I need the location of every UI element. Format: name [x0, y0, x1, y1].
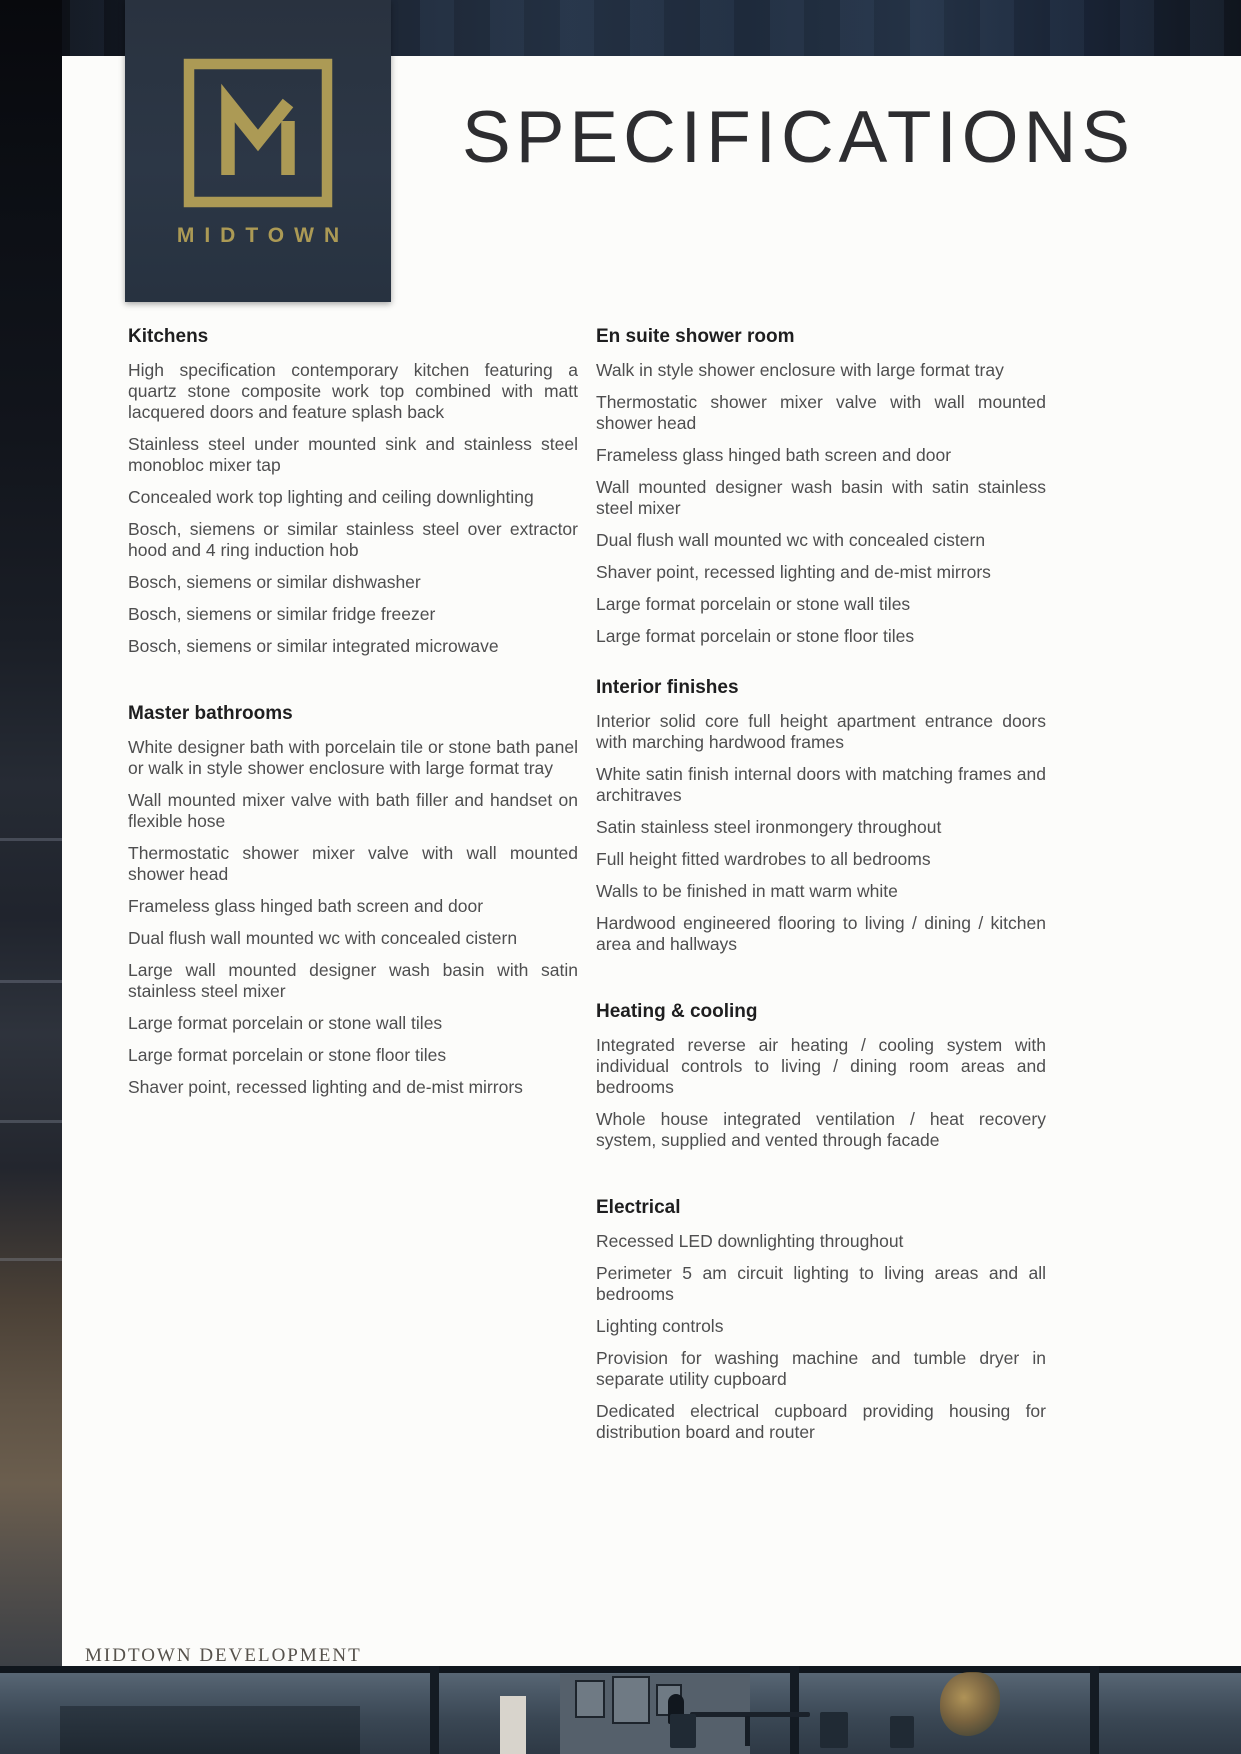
- spec-item: Full height fitted wardrobes to all bedrooms: [596, 849, 931, 869]
- section-heading: Heating & cooling: [596, 1001, 758, 1022]
- left-photo-strip: [0, 0, 62, 1668]
- spec-item: Recessed LED downlighting throughout: [596, 1231, 904, 1251]
- section-heading: Interior finishes: [596, 677, 739, 698]
- section-heading: Electrical: [596, 1197, 681, 1218]
- picture-frame-decor: [575, 1680, 605, 1718]
- section-heading: Kitchens: [128, 326, 209, 347]
- balcony-railing-decor: [0, 980, 62, 983]
- spec-section: [128, 326, 578, 657]
- spec-item: Dedicated electrical cupboard providing housing for distribution board and router: [596, 1401, 1046, 1442]
- spec-item: Thermostatic shower mixer valve with wall mounted shower head: [596, 392, 1046, 433]
- spec-section: [596, 677, 1046, 955]
- spec-item: Bosch, siemens or similar integrated microwave: [128, 636, 499, 656]
- logo-wordmark: MIDTOWN: [176, 224, 350, 247]
- spec-item: Walls to be finished in matt warm white: [596, 881, 898, 901]
- spec-item: Wall mounted mixer valve with bath filler and handset on flexible hose: [128, 790, 578, 831]
- spec-item: Large wall mounted designer wash basin with satin stainless steel mixer: [128, 960, 578, 1001]
- spec-item: Provision for washing machine and tumble dryer in separate utility cupboard: [596, 1348, 1046, 1389]
- section-heading: Master bathrooms: [128, 703, 293, 724]
- spec-item: Bosch, siemens or similar fridge freezer: [128, 604, 436, 624]
- window-mullion-decor: [1090, 1666, 1099, 1754]
- chair-decor: [670, 1714, 696, 1748]
- spec-column-right: [596, 326, 1046, 1473]
- spec-item: Lighting controls: [596, 1316, 724, 1336]
- section-heading: En suite shower room: [596, 326, 795, 347]
- spec-item: Integrated reverse air heating / cooling system with individual controls to living / dining room areas and bedrooms: [596, 1035, 1046, 1097]
- spec-item: Large format porcelain or stone floor tiles: [596, 626, 915, 646]
- chair-decor: [890, 1716, 914, 1748]
- balcony-railing-decor: [0, 1258, 62, 1261]
- table-decor: [690, 1712, 810, 1717]
- ceiling-beam-decor: [0, 1666, 1241, 1673]
- window-mullion-decor: [430, 1666, 439, 1754]
- spec-item: White satin finish internal doors with matching frames and architraves: [596, 764, 1046, 805]
- spec-columns: [128, 326, 1046, 1473]
- spec-item: Stainless steel under mounted sink and stainless steel monobloc mixer tap: [128, 434, 578, 475]
- midtown-logo-m-icon: [182, 58, 334, 208]
- spec-item: Shaver point, recessed lighting and de-mist mirrors: [128, 1077, 523, 1097]
- spec-item: Wall mounted designer wash basin with satin stainless steel mixer: [596, 477, 1046, 518]
- spec-section: [128, 703, 578, 1098]
- chair-decor: [820, 1712, 848, 1748]
- balcony-railing-decor: [0, 1120, 62, 1123]
- spec-section: [596, 1001, 1046, 1151]
- spec-section: [596, 326, 1046, 647]
- spec-item: Frameless glass hinged bath screen and door: [128, 896, 484, 916]
- balcony-railing-decor: [0, 838, 62, 841]
- spec-item: Dual flush wall mounted wc with concealed cistern: [128, 928, 518, 948]
- spec-item: Thermostatic shower mixer valve with wall mounted shower head: [128, 843, 578, 884]
- page-title: SPECIFICATIONS: [462, 97, 1135, 178]
- spec-item: Perimeter 5 am circuit lighting to living areas and all bedrooms: [596, 1263, 1046, 1304]
- spec-item: Dual flush wall mounted wc with concealed cistern: [596, 530, 986, 550]
- spec-item: Bosch, siemens or similar dishwasher: [128, 572, 421, 592]
- spec-item: Large format porcelain or stone wall tiles: [596, 594, 911, 614]
- furniture-silhouette-decor: [60, 1706, 360, 1754]
- bottom-photo-strip: [0, 1666, 1241, 1754]
- spec-item: Satin stainless steel ironmongery throughout: [596, 817, 942, 837]
- spec-item: Large format porcelain or stone wall tiles: [128, 1013, 443, 1033]
- spec-item: Interior solid core full height apartment entrance doors with marching hardwood frames: [596, 711, 1046, 752]
- spec-item: High specification contemporary kitchen featuring a quartz stone composite work top combined with matt lacquered doors and feature splash back: [128, 360, 578, 422]
- spec-item: Bosch, siemens or similar stainless steel over extractor hood and 4 ring induction hob: [128, 519, 578, 560]
- spec-item: Large format porcelain or stone floor tiles: [128, 1045, 447, 1065]
- spec-section: [596, 1197, 1046, 1443]
- spec-item: Shaver point, recessed lighting and de-mist mirrors: [596, 562, 991, 582]
- spec-item: Concealed work top lighting and ceiling downlighting: [128, 487, 534, 507]
- picture-frame-decor: [612, 1676, 650, 1724]
- spec-item: Frameless glass hinged bath screen and door: [596, 445, 952, 465]
- table-leg-decor: [745, 1716, 750, 1746]
- pillar-decor: [500, 1696, 526, 1754]
- spec-item: Walk in style shower enclosure with large format tray: [596, 360, 1004, 380]
- footer-text: MIDTOWN DEVELOPMENT: [85, 1645, 362, 1666]
- window-mullion-decor: [790, 1666, 799, 1754]
- spec-item: Hardwood engineered flooring to living / dining / kitchen area and hallways: [596, 913, 1046, 954]
- midtown-logo: [125, 0, 391, 302]
- plant-decor: [940, 1672, 1000, 1736]
- spec-column-left: [128, 326, 578, 1473]
- spec-item: White designer bath with porcelain tile or stone bath panel or walk in style shower enclosure with large format tray: [128, 737, 578, 778]
- spec-item: Whole house integrated ventilation / heat recovery system, supplied and vented through facade: [596, 1109, 1046, 1150]
